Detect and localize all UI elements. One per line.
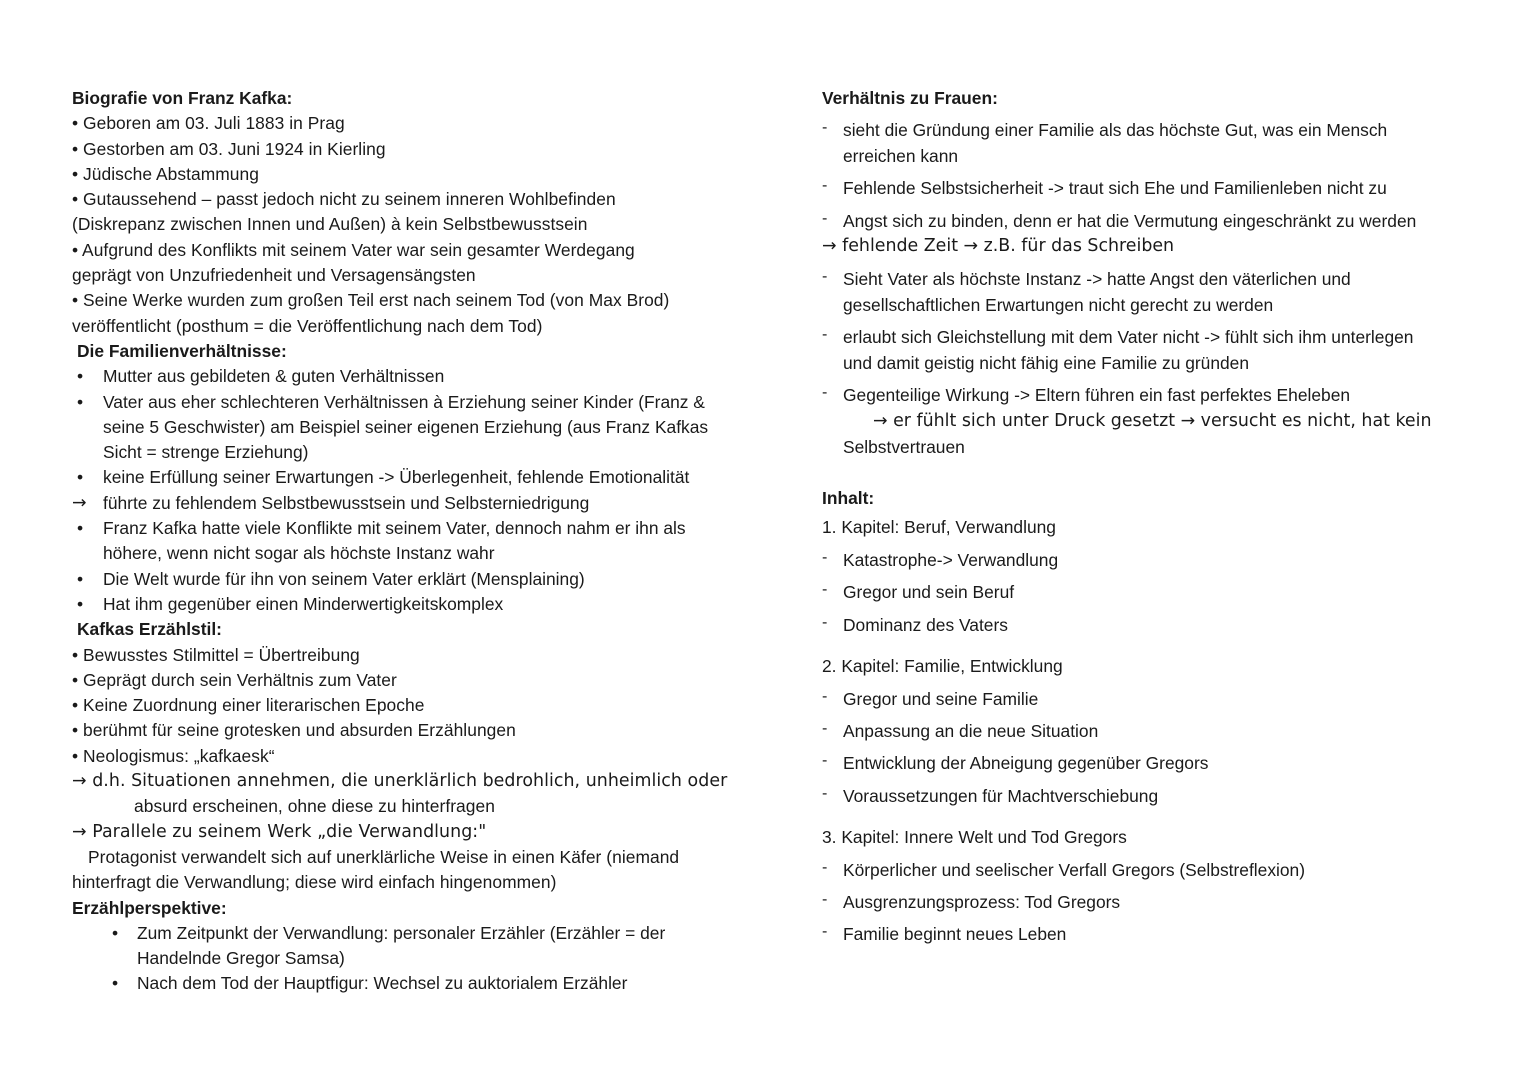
section-spacer — [822, 467, 1482, 486]
section-heading-inhalt: Inhalt: — [822, 487, 875, 508]
list-item — [822, 118, 1482, 170]
list-item-text: Mutter aus gebildeten & guten Verhältnissen — [103, 366, 445, 387]
dash-bullet-icon: - — [822, 209, 828, 227]
list-item-text: Fehlende Selbstsicherheit -> traut sich Ehe und Familienleben nicht zu — [843, 178, 1387, 199]
list-item-text: höhere, wenn nicht sogar als höchste Instanz wahr — [103, 543, 495, 564]
list-item-text — [843, 383, 1482, 460]
dash-bullet-icon: - — [822, 719, 828, 737]
erzaehlstil-line: • Neologismus: „kafkaesk“ — [72, 745, 275, 766]
bullet-icon: • — [77, 593, 84, 614]
dash-bullet-icon: - — [822, 581, 828, 599]
list-item-text: seine 5 Geschwister) am Beispiel seiner eigenen Erziehung (aus Franz Kafkas — [103, 416, 709, 437]
bullet-icon: • — [112, 922, 119, 943]
erzaehlstil-arrow-line: → d.h. Situationen annehmen, die unerklärlich bedrohlich, unheimlich oder — [72, 771, 728, 792]
section-heading-erzaehlperspektive: Erzählperspektive: — [72, 897, 227, 918]
list-item-text: Körperlicher und seelischer Verfall Gregors (Selbstreflexion) — [843, 859, 1306, 880]
section-heading-familienverhaeltnisse: Die Familienverhältnisse: — [77, 340, 287, 361]
erzaehlstil-line: • Bewusstes Stilmittel = Übertreibung — [72, 644, 360, 665]
list-item-text: Voraussetzungen für Machtverschiebung — [843, 785, 1159, 806]
biografie-line: (Diskrepanz zwischen Innen und Außen) à kein Selbstbewusstsein — [72, 214, 588, 235]
list-item-continuation — [72, 415, 762, 440]
section-heading-biografie: Biografie von Franz Kafka: — [72, 88, 293, 108]
list-item — [822, 613, 1482, 639]
list-item-text — [843, 267, 1482, 319]
bullet-spacer — [107, 946, 137, 971]
erzaehlstil-arrow-continuation: absurd erscheinen, ohne diese zu hinterfragen — [134, 796, 495, 817]
section-heading-verhaeltnis-zu-frauen: Verhältnis zu Frauen: — [822, 88, 998, 108]
list-item — [72, 971, 762, 996]
erzaehlstil-arrow-continuation: Protagonist verwandelt sich auf unerklärliche Weise in einen Käfer (niemand — [88, 846, 680, 867]
dash-bullet-icon: - — [822, 325, 828, 343]
dash-bullet-icon: - — [822, 784, 828, 802]
list-item-text: Familie beginnt neues Leben — [843, 924, 1067, 945]
list-item — [72, 465, 762, 490]
arrow-note-line: → fehlende Zeit → z.B. für das Schreiben — [822, 236, 1175, 257]
section-heading-erzaehlstil: Kafkas Erzählstil: — [77, 619, 222, 640]
list-item-text: Katastrophe-> Verwandlung — [843, 549, 1059, 570]
biografie-line: • Seine Werke wurden zum großen Teil erst nach seinem Tod (von Max Brod) — [72, 290, 670, 311]
biografie-line: veröffentlicht (posthum = die Veröffentlichung nach dem Tod) — [72, 315, 543, 336]
list-item-line: sieht die Gründung einer Familie als das höchste Gut, was ein Mensch — [843, 120, 1388, 141]
list-item-line: erreichen kann — [843, 146, 959, 167]
dash-bullet-icon: - — [822, 613, 828, 631]
list-item — [72, 592, 762, 617]
list-item-text: Angst sich zu binden, denn er hat die Vermutung eingeschränkt zu werden — [843, 210, 1417, 231]
list-item — [822, 890, 1482, 916]
bullet-icon: • — [77, 391, 84, 412]
list-item-text: Vater aus eher schlechteren Verhältnissen à Erziehung seiner Kinder (Franz & — [103, 391, 705, 412]
list-item — [822, 548, 1482, 574]
dash-bullet-icon: - — [822, 177, 828, 195]
list-item-text — [843, 325, 1482, 377]
list-item — [822, 383, 1482, 460]
list-item-arrow — [72, 491, 762, 516]
list-item — [72, 390, 762, 415]
chapter-spacer — [822, 816, 1482, 825]
list-item — [72, 567, 762, 592]
dash-bullet-icon: - — [822, 890, 828, 908]
right-column — [822, 86, 1482, 955]
dash-bullet-icon: - — [822, 858, 828, 876]
list-item-text: Die Welt wurde für ihn von seinem Vater erklärt (Mensplaining) — [103, 568, 585, 589]
list-item-text: Franz Kafka hatte viele Konflikte mit seinem Vater, dennoch nahm er ihn als — [103, 518, 686, 539]
list-item-text: Sicht = strenge Erziehung) — [103, 442, 309, 463]
dash-bullet-icon: - — [822, 119, 828, 137]
biografie-line: geprägt von Unzufriedenheit und Versagensängsten — [72, 265, 476, 286]
list-item-continuation — [72, 541, 762, 566]
left-column — [72, 86, 762, 997]
list-item — [822, 719, 1482, 745]
list-item-text: Hat ihm gegenüber einen Minderwertigkeitskomplex — [103, 593, 504, 614]
list-item — [822, 580, 1482, 606]
dash-bullet-icon: - — [822, 548, 828, 566]
list-item-line: erlaubt sich Gleichstellung mit dem Vater nicht -> fühlt sich ihm unterlegen — [843, 326, 1414, 347]
list-item — [822, 325, 1482, 377]
bullet-spacer — [72, 415, 103, 440]
list-item-text: Dominanz des Vaters — [843, 614, 1008, 635]
list-item-text: Ausgrenzungsprozess: Tod Gregors — [843, 891, 1121, 912]
chapter-title: 3. Kapitel: Innere Welt und Tod Gregors — [822, 826, 1127, 847]
dash-bullet-icon: - — [822, 383, 828, 401]
list-item — [822, 209, 1482, 235]
list-item-text: Gregor und sein Beruf — [843, 582, 1015, 603]
bullet-spacer — [72, 440, 103, 465]
list-item-text: Gregor und seine Familie — [843, 688, 1039, 709]
list-item — [822, 922, 1482, 948]
dash-bullet-icon: - — [822, 687, 828, 705]
list-item-text: Handelnde Gregor Samsa) — [137, 948, 345, 969]
list-item-text: Nach dem Tod der Hauptfigur: Wechsel zu auktorialem Erzähler — [137, 973, 628, 994]
erzaehlstil-arrow-line: → Parallele zu seinem Werk „die Verwandlung:" — [72, 821, 487, 842]
list-item — [822, 858, 1482, 884]
list-item-continuation — [72, 946, 762, 971]
list-item-line: gesellschaftlichen Erwartungen nicht gerecht zu werden — [843, 294, 1274, 315]
erzaehlstil-line: • berühmt für seine grotesken und absurden Erzählungen — [72, 720, 516, 741]
biografie-line: • Jüdische Abstammung — [72, 163, 259, 184]
biografie-line: • Gutaussehend – passt jedoch nicht zu seinem inneren Wohlbefinden — [72, 189, 616, 210]
list-item-text: führte zu fehlendem Selbstbewusstsein und Selbsterniedrigung — [103, 492, 590, 513]
list-item — [72, 516, 762, 541]
biografie-line: • Geboren am 03. Juli 1883 in Prag — [72, 113, 345, 134]
bullet-icon: • — [112, 973, 119, 994]
chapter-title: 1. Kapitel: Beruf, Verwandlung — [822, 517, 1056, 538]
list-item-line: Sieht Vater als höchste Instanz -> hatte Angst den väterlichen und — [843, 268, 1351, 289]
arrow-right-icon: → — [72, 492, 87, 513]
dash-bullet-icon: - — [822, 923, 828, 941]
chapter-title: 2. Kapitel: Familie, Entwicklung — [822, 655, 1063, 676]
list-item — [822, 751, 1482, 777]
list-item-line: Gegenteilige Wirkung -> Eltern führen ein fast perfektes Eheleben — [843, 384, 1351, 405]
sub-arrow-line: → er fühlt sich unter Druck gesetzt → versucht es nicht, hat kein — [873, 410, 1432, 431]
list-item-text: keine Erfüllung seiner Erwartungen -> Überlegenheit, fehlende Emotionalität — [103, 467, 690, 488]
list-item-continuation — [72, 440, 762, 465]
dash-bullet-icon: - — [822, 267, 828, 285]
bullet-icon: • — [77, 467, 84, 488]
list-item — [822, 267, 1482, 319]
list-item — [72, 921, 762, 946]
list-item-text: Entwicklung der Abneigung gegenüber Gregors — [843, 753, 1209, 774]
list-item — [72, 364, 762, 389]
biografie-line: • Gestorben am 03. Juni 1924 in Kierling — [72, 138, 386, 159]
list-item-text: Zum Zeitpunkt der Verwandlung: personaler Erzähler (Erzähler = der — [137, 922, 666, 943]
biografie-line: • Aufgrund des Konflikts mit seinem Vater war sein gesamter Werdegang — [72, 239, 635, 260]
chapter-spacer — [822, 645, 1482, 654]
bullet-icon: • — [77, 366, 84, 387]
erzaehlstil-arrow-continuation: hinterfragt die Verwandlung; diese wird einfach hingenommen) — [72, 872, 557, 893]
erzaehlstil-line: • Geprägt durch sein Verhältnis zum Vater — [72, 669, 397, 690]
bullet-spacer — [72, 541, 103, 566]
list-item — [822, 784, 1482, 810]
list-item-text — [843, 118, 1482, 170]
list-item — [822, 687, 1482, 713]
erzaehlstil-line: • Keine Zuordnung einer literarischen Epoche — [72, 695, 425, 716]
list-item-text: Anpassung an die neue Situation — [843, 720, 1099, 741]
bullet-icon: • — [77, 568, 84, 589]
bullet-icon: • — [77, 518, 84, 539]
list-item — [822, 176, 1482, 202]
list-item-line: und damit geistig nicht fähig eine Familie zu gründen — [843, 352, 1250, 373]
sub-arrow-continuation: Selbstvertrauen — [843, 436, 965, 457]
dash-bullet-icon: - — [822, 752, 828, 770]
